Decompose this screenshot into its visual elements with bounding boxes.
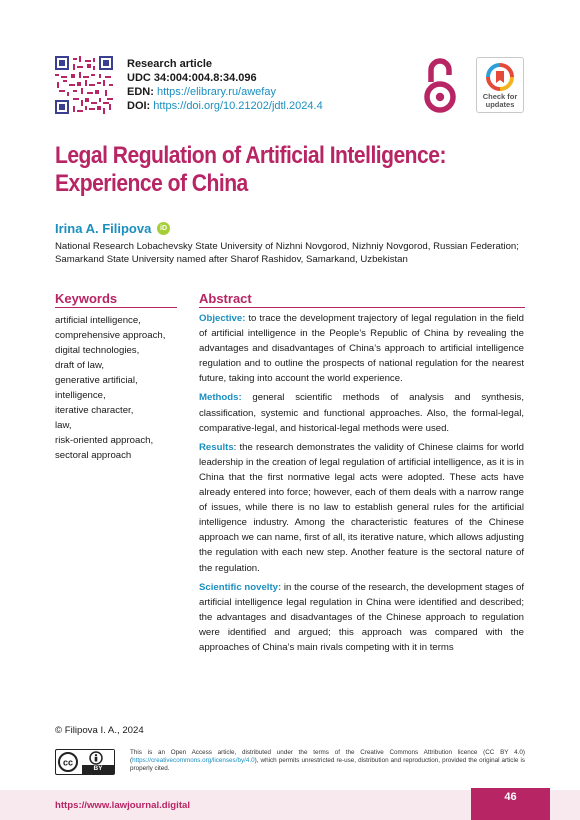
keyword-item: draft of law,	[55, 360, 105, 371]
doi-line: DOI: https://doi.org/10.21202/jdtl.2024.4	[127, 100, 323, 112]
keyword-item: comprehensive approach,	[55, 330, 166, 341]
abstract-novelty: Scientific novelty: in the course of the research, the development stages of artificial intelligence legal regulation in China were identified and described; the advantages and disadvantages of the Chinese approach to regulation were identified and argued; this approach was compared with the approaches of China’s main rivals competing with it in terms	[199, 581, 524, 653]
keyword-item: law,	[55, 420, 72, 431]
svg-text:cc: cc	[62, 757, 74, 768]
author-name: Irina A. Filipova	[55, 221, 152, 236]
affiliation-line-2: Samarkand State University named after Sharof Rashidov, Samarkand, Uzbekistan	[55, 254, 408, 265]
keywords-list	[55, 313, 175, 463]
keyword-item: generative artificial,	[55, 375, 138, 386]
keyword-item: sectoral approach	[55, 450, 132, 461]
affiliation-line-1: National Research Lobachevsky State University of Nizhni Novgorod, Nizhniy Novgorod, Russian Federation;	[55, 241, 519, 252]
abstract-methods: Methods: general scientific methods of analysis and synthesis, classification, systemic and functional approaches. Also, the formal-legal, comparative-legal, and historical-legal methods were used.	[199, 392, 524, 434]
keyword-item: risk-oriented approach,	[55, 435, 154, 446]
edn-line: EDN: https://elibrary.ru/awefay	[127, 86, 276, 98]
keyword-item: digital technologies,	[55, 345, 140, 356]
page-number: 46	[504, 791, 517, 803]
copyright-notice: © Filipova I. A., 2024	[55, 725, 144, 736]
edn-link[interactable]: https://elibrary.ru/awefay	[156, 86, 276, 98]
journal-url-link[interactable]: https://www.lawjournal.digital	[55, 800, 191, 811]
keyword-item: iterative character,	[55, 405, 134, 416]
article-title: Legal Regulation of Artificial Intelligence: Experience of China	[55, 142, 446, 197]
license-link[interactable]: https://creativecommons.org/licenses/by/4.0	[132, 757, 255, 764]
article-type: Research article	[127, 58, 212, 70]
check-for-updates-icon	[486, 63, 514, 91]
check-for-updates-label: Check for updates	[482, 92, 518, 109]
udc-line: UDC 34:004:004.8:34.096	[127, 72, 257, 84]
keyword-item: artificial intelligence,	[55, 315, 141, 326]
abstract-results: Results: the research demonstrates the validity of Chinese claims for world leadership in the creation of legal regulation of artificial intelligence, as it is in China that the first normative legal acts were adopted. These acts have already entered into force; however, each of them deals with a narrow range of issues, while there is no law to establish general rules for the artificial intelligence industry. Among the characteristic features of the Chinese approach we can name, first of all, its iterative nature, which allows adjusting the regulation with each new step. Another feature is the sectoral nature of the regulation.	[199, 441, 524, 574]
keywords-heading: Keywords	[55, 291, 118, 306]
orcid-icon[interactable]: iD	[157, 222, 170, 235]
keyword-item: intelligence,	[55, 390, 106, 401]
license-text: This is an Open Access article, distributed under the terms of the Creative Commons Attribution licence (CC BY 4.0) (https://creativecommons.org/licenses/by/4.0), which permits unrestricted re-use, distribution and reproduction, provided the original article is properly cited.	[130, 749, 525, 772]
abstract-body	[199, 311, 524, 659]
cc-by-label: BY	[93, 765, 103, 772]
abstract-heading: Abstract	[199, 291, 252, 306]
open-access-icon	[423, 57, 457, 115]
abstract-divider	[199, 307, 525, 308]
abstract-objective: Objective: to trace the development trajectory of legal regulation in the field of artificial intelligence in the People’s Republic of China by revealing the advantages and disadvantages of China’s approach to artificial intelligence regulation and to outline the prospects of national regulation for the nearest future, taking into account the world experience.	[199, 313, 524, 385]
cc-by-badge[interactable]	[55, 749, 115, 775]
qr-code-icon	[55, 56, 113, 114]
check-for-updates-badge[interactable]	[476, 57, 524, 113]
keywords-divider	[55, 307, 177, 308]
doi-link[interactable]: https://doi.org/10.21202/jdtl.2024.4	[153, 100, 323, 112]
